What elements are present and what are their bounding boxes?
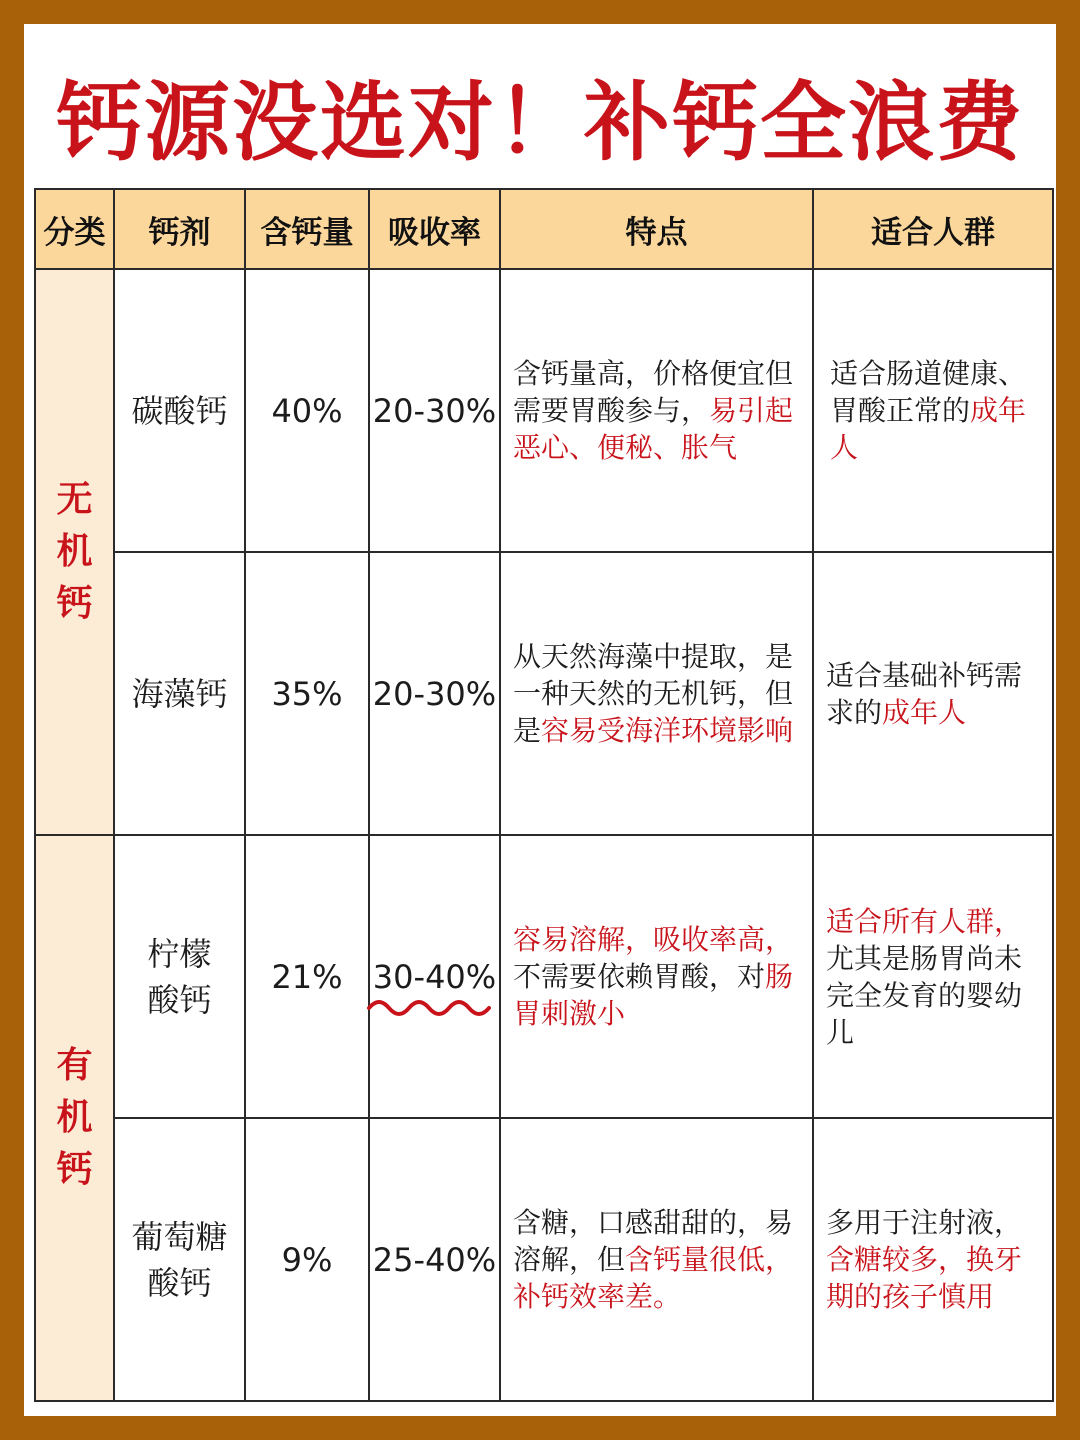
- agent-name: 柠檬 酸钙: [114, 835, 245, 1118]
- absorption-highlight: 30-40%: [373, 958, 496, 996]
- table-row: [35, 1118, 1053, 1401]
- agent-name: 葡萄糖 酸钙: [114, 1118, 245, 1401]
- feature-text: 容易溶解，吸收率高，不需要依赖胃酸，对肠胃刺激小: [500, 835, 813, 1118]
- calcium-content: 9%: [245, 1118, 369, 1401]
- header-suitable-people: 适合人群: [813, 189, 1053, 269]
- table-row: [35, 269, 1053, 552]
- absorption-rate: [369, 835, 500, 1118]
- calcium-content: 35%: [245, 552, 369, 835]
- table-header-row: [35, 189, 1053, 269]
- calcium-content: 40%: [245, 269, 369, 552]
- table-row: [35, 552, 1053, 835]
- page-title: 钙源没选对！补钙全浪费: [56, 73, 1024, 173]
- feature-text: 含糖，口感甜甜的，易溶解，但含钙量很低，补钙效率差。: [500, 1118, 813, 1401]
- header-absorption-rate: 吸收率: [369, 189, 500, 269]
- infographic-card: [24, 24, 1056, 1416]
- table-row: [35, 835, 1053, 1118]
- audience-text: 适合所有人群，尤其是肠胃尚未完全发育的婴幼儿: [813, 835, 1053, 1118]
- absorption-rate: 25-40%: [369, 1118, 500, 1401]
- category-organic: 有 机 钙: [35, 835, 114, 1401]
- header-calcium-content: 含钙量: [245, 189, 369, 269]
- audience-text: 适合肠道健康、胃酸正常的成年人: [813, 269, 1053, 552]
- header-agent: 钙剂: [114, 189, 245, 269]
- calcium-content: 21%: [245, 835, 369, 1118]
- audience-text: 适合基础补钙需求的成年人: [813, 552, 1053, 835]
- header-category: 分类: [35, 189, 114, 269]
- absorption-rate: 20-30%: [369, 552, 500, 835]
- category-inorganic: 无 机 钙: [35, 269, 114, 835]
- absorption-rate: 20-30%: [369, 269, 500, 552]
- feature-text: 从天然海藻中提取，是一种天然的无机钙，但是容易受海洋环境影响: [500, 552, 813, 835]
- audience-text: 多用于注射液，含糖较多，换牙期的孩子慎用: [813, 1118, 1053, 1401]
- header-features: 特点: [500, 189, 813, 269]
- agent-name: 海藻钙: [114, 552, 245, 835]
- calcium-comparison-table: [34, 188, 1054, 1402]
- agent-name: 碳酸钙: [114, 269, 245, 552]
- feature-text: 含钙量高，价格便宜但需要胃酸参与，易引起恶心、便秘、胀气: [500, 269, 813, 552]
- wavy-underline-icon: [367, 998, 491, 1020]
